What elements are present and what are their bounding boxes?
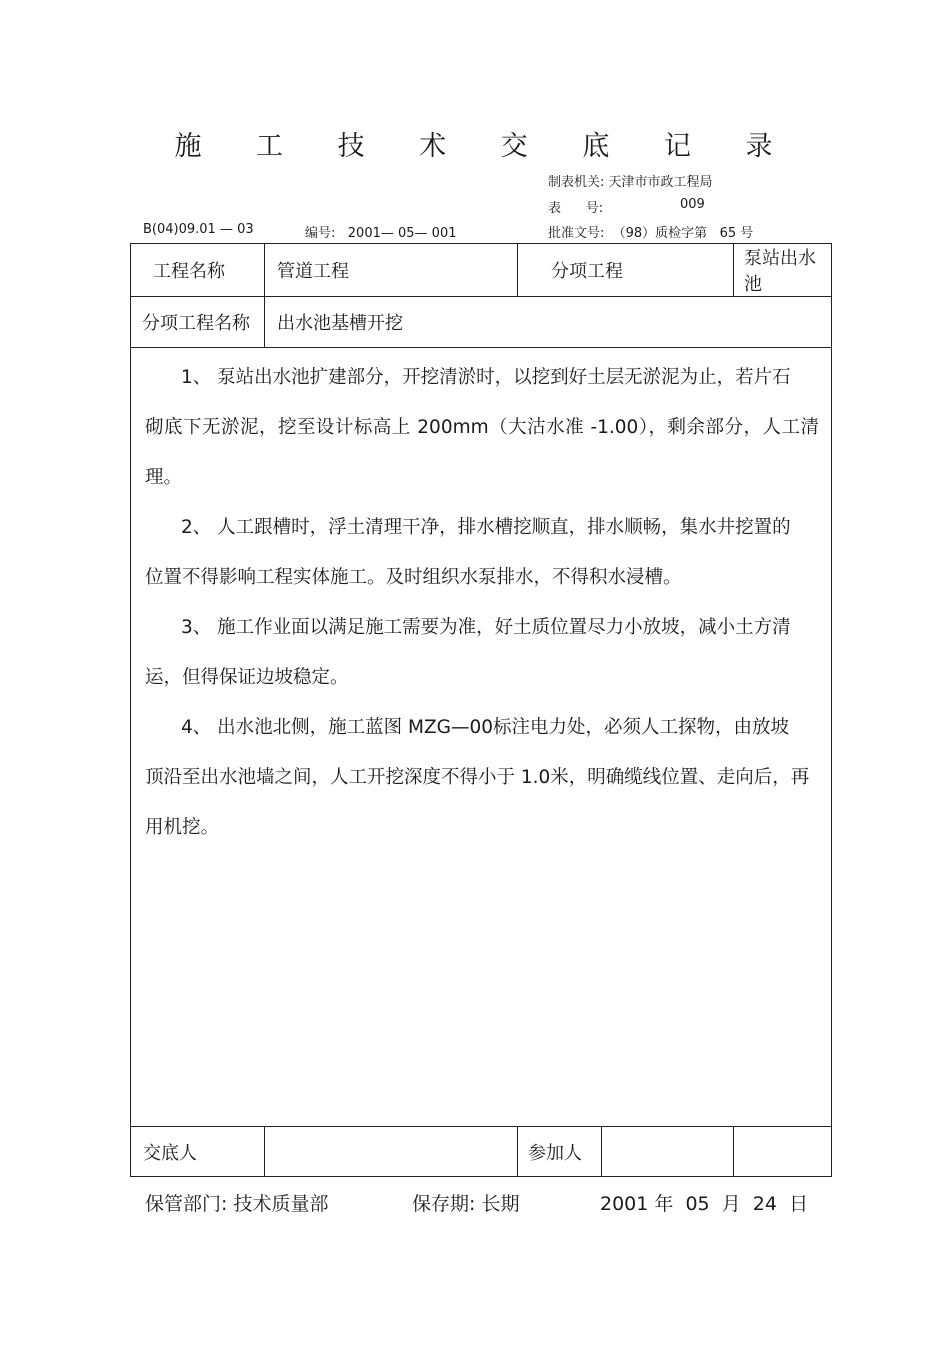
sub-project-name-label: 分项工程名称 <box>131 297 265 348</box>
content-line: 3、 施工作业面以满足施工需要为准，好土质位置尽力小放坡，减小土方清 <box>181 617 791 638</box>
page-title: 施 工 技 术 交 底 记 录 <box>174 131 796 162</box>
content-line: 用机挖。 <box>145 817 220 838</box>
content-line: 2、 人工跟槽时，浮土清理干净，排水槽挖顺直，排水顺畅，集水井挖置的 <box>181 517 791 538</box>
disclosure-content <box>131 348 832 1127</box>
approval-number: 批准文号: （98）质检字第 65 号 <box>548 226 754 241</box>
form-code: B(04)09.01 — 03 <box>143 222 254 237</box>
content-line: 顶沿至出水池墙之间，人工开挖深度不得小于 1.0米，明确缆线位置、走向后，再 <box>145 767 810 788</box>
content-line: 1、 泵站出水池扩建部分，开挖清淤时，以挖到好土层无淤泥为止，若片石 <box>181 367 791 388</box>
participant-cell <box>518 1127 734 1177</box>
sub-project-label: 分项工程 <box>551 261 623 282</box>
project-name-label: 工程名称 <box>131 244 265 297</box>
storage-dept: 保管部门: 技术质量部 <box>145 1193 329 1215</box>
retention-period: 保存期: 长期 <box>412 1193 520 1215</box>
project-name-value: 管道工程 <box>265 244 518 297</box>
content-line: 运，但得保证边坡稳定。 <box>145 667 349 688</box>
table-no-value: 009 <box>680 197 705 212</box>
presenter-field[interactable] <box>265 1127 518 1177</box>
issuer-text: 制表机关: 天津市市政工程局 <box>548 175 713 190</box>
record-date: 2001 年 05 月 24 日 <box>600 1193 809 1215</box>
content-line: 砌底下无淤泥，挖至设计标高上 200mm（大沽水准 -1.00），剩余部分，人工清理。 <box>145 417 819 488</box>
participant-label: 参加人 <box>518 1127 602 1176</box>
disclosure-form-table <box>130 243 832 1177</box>
serial-number: 编号: 2001— 05— 001 <box>305 226 457 241</box>
table-no-label: 表 号: <box>548 201 604 216</box>
participant-field[interactable] <box>734 1127 832 1177</box>
sub-project-name-value: 出水池基槽开挖 <box>265 297 832 348</box>
sub-project-value: 泵站出水池 <box>734 244 832 297</box>
presenter-label: 交底人 <box>131 1127 265 1177</box>
content-line: 4、 出水池北侧，施工蓝图 MZG—00标注电力处，必须人工探物，由放坡 <box>181 717 790 738</box>
sub-project-cell <box>518 244 734 297</box>
content-line: 位置不得影响工程实体施工。及时组织水泵排水，不得积水浸槽。 <box>145 567 682 588</box>
